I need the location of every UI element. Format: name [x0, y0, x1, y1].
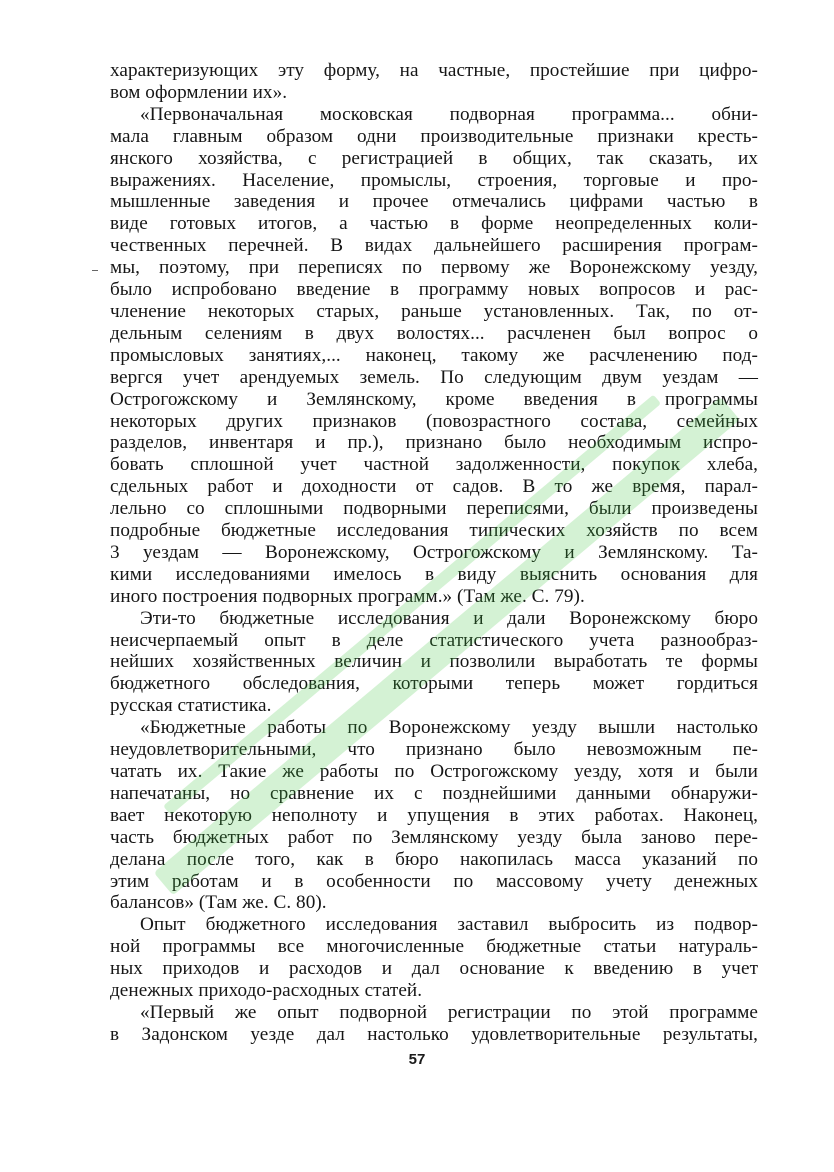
text-line: членение некоторых старых, раньше установленных. Так, по от-	[110, 300, 758, 322]
text-line: дельным селениям в двух волостях... расчленен был вопрос о	[110, 322, 758, 344]
text-line: вергся учет арендуемых земель. По следующим двум уездам —	[110, 366, 758, 388]
text-line: кими исследованиями имелось в виду выяснить основания для	[110, 563, 758, 585]
text-line: Опыт бюджетного исследования заставил выбросить из подвор-	[140, 914, 758, 936]
text-line: неудовлетворительными, что признано было невозможным пе-	[110, 739, 758, 761]
text-line: Эти-то бюджетные исследования и дали Воронежскому бюро	[140, 607, 758, 629]
text-line: неисчерпаемый опыт в деле статистического учета разнообраз-	[110, 629, 758, 651]
text-line: выражениях. Население, промыслы, строения, торговые и про-	[110, 169, 758, 191]
text-line: бовать сплошной учет частной задолженности, покупок хлеба,	[110, 454, 758, 476]
text-line: мы, поэтому, при переписях по первому же Воронежскому уезду,	[110, 257, 758, 279]
text-line: лельно со сплошными подворными переписями, были произведены	[110, 498, 758, 520]
text-line: «Первый же опыт подворной регистрации по этой программе	[140, 1001, 758, 1023]
text-line: 3 уездам — Воронежскому, Острогожскому и Землянскому. Та-	[110, 541, 758, 563]
text-line: в Задонском уезде дал настолько удовлетворительные результаты,	[110, 1023, 758, 1045]
text-line: «Первоначальная московская подворная программа... обни-	[140, 103, 758, 125]
text-line: часть бюджетных работ по Землянскому уезду была заново пере-	[110, 826, 758, 848]
text-line: делана после того, как в бюро накопилась масса указаний по	[110, 848, 758, 870]
text-line: было испробовано введение в программу новых вопросов и рас-	[110, 279, 758, 301]
text-line: «Бюджетные работы по Воронежскому уезду вышли настолько	[140, 717, 758, 739]
text-line: этим работам и в особенности по массовому учету денежных	[110, 870, 758, 892]
text-line: подробные бюджетные исследования типических хозяйств по всем	[110, 520, 758, 542]
text-line: Острогожскому и Землянскому, кроме введения в программы	[110, 388, 758, 410]
text-line: ных приходов и расходов и дал основание к введению в учет	[110, 958, 758, 980]
text-line: денежных приходо-расходных статей.	[110, 980, 423, 1002]
text-line: мышленные заведения и прочее отмечались цифрами частью в	[110, 191, 758, 213]
text-line: ной программы все многочисленные бюджетные статьи натураль-	[110, 936, 758, 958]
text-line: некоторых других признаков (повозрастного состава, семейных	[110, 410, 758, 432]
page-body	[110, 60, 758, 1046]
text-line: промысловых занятиях,... наконец, такому же расчленению под-	[110, 344, 758, 366]
text-line: виде готовых итогов, а частью в форме неопределенных коли-	[110, 213, 758, 235]
body-text	[110, 60, 758, 1046]
margin-mark	[92, 270, 98, 271]
text-line: чатать их. Такие же работы по Острогожскому уезду, хотя и были	[110, 761, 758, 782]
text-line: нейших хозяйственных величин и позволили выработать те формы	[110, 651, 758, 673]
text-line: напечатаны, но сравнение их с позднейшими данными обнаружи-	[110, 782, 758, 804]
text-line: вает некоторую неполноту и упущения в этих работах. Наконец,	[110, 804, 758, 826]
text-line: русская статистика.	[110, 695, 272, 717]
text-line: балансов» (Там же. С. 80).	[110, 892, 327, 914]
text-line: чественных перечней. В видах дальнейшего расширения програм-	[110, 235, 758, 257]
text-line: характеризующих эту форму, на частные, простейшие при цифро-	[110, 60, 758, 81]
text-line: разделов, инвентаря и пр.), признано было необходимым испро-	[110, 432, 758, 454]
page-number: 57	[408, 1051, 426, 1068]
text-line: вом оформлении их».	[110, 81, 288, 103]
text-line: мала главным образом одни производительные признаки кресть-	[110, 125, 758, 147]
text-line: бюджетного обследования, которыми теперь может гордиться	[110, 673, 758, 695]
text-line: янского хозяйства, с регистрацией в общих, так сказать, их	[110, 147, 758, 169]
text-line: сдельных работ и доходности от садов. В то же время, парал-	[110, 476, 758, 498]
text-line: иного построения подворных программ.» (Там же. С. 79).	[110, 585, 585, 607]
